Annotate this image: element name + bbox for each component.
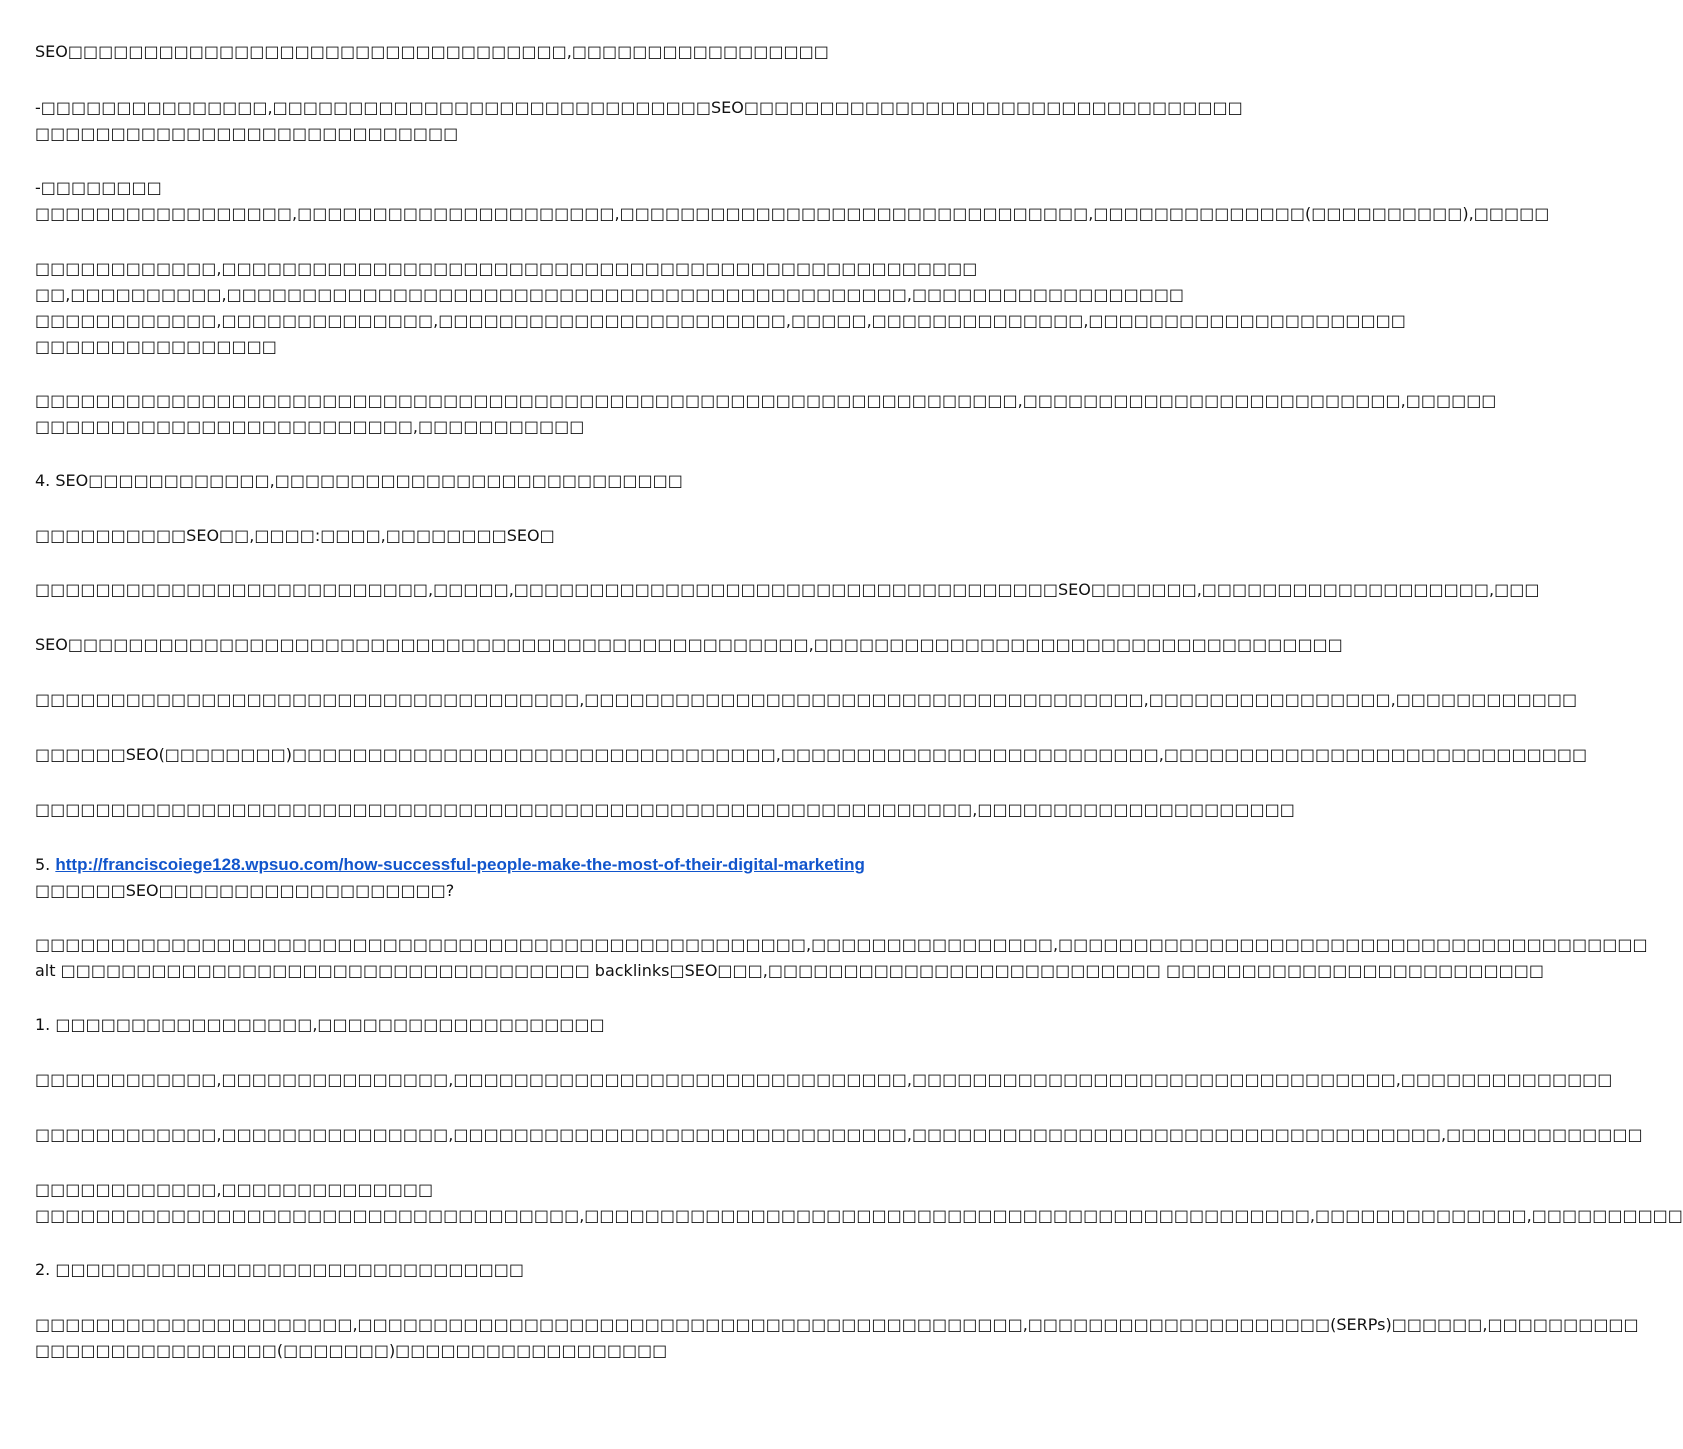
paragraph-16 <box>35 1312 1639 1364</box>
text-line: 1. □□□□□□□□□□□□□□□□□,□□□□□□□□□□□□□□□□□□□ <box>35 1015 605 1034</box>
text-line: □□□□□□□□□□□□□□□□□□□□□□□□□□□□□□□□□□□□□□□□□□□□□□□□□□□□□□□□□□□□□□,□□□□□□□□□□□□□□□□□□□□□ <box>35 800 1295 819</box>
text-line: □□□□□□□□□□□□,□□□□□□□□□□□□□□,□□□□□□□□□□□□□□□□□□□□□□□,□□□□□,□□□□□□□□□□□□□□,□□□□□□□□□□□□□□□□□□□□□ <box>35 311 1406 330</box>
text-line: alt □□□□□□□□□□□□□□□□□□□□□□□□□□□□□□□□□□□ backlinks□SEO□□□,□□□□□□□□□□□□□□□□□□□□□□□□□□ □□□□□□□□□□□□□□□□□□□□□□□□□ <box>35 961 1544 980</box>
paragraph-9 <box>35 687 1578 713</box>
heading-5-line <box>35 852 990 878</box>
paragraph-14 <box>35 1122 1643 1148</box>
text-line: □□□□□□□□□□□□,□□□□□□□□□□□□□□□□□□□□□□□□□□□□□□□□□□□□□□□□□□□□□□□□□□ <box>35 259 978 278</box>
paragraph-4 <box>35 256 1406 360</box>
text-line: SEO□□□□□□□□□□□□□□□□□□□□□□□□□□□□□□□□□□□□□□□□□□□□□□□□□,□□□□□□□□□□□□□□□□□□□□□□□□□□□□□□□□□□□ <box>35 635 1343 654</box>
text-line: □□□□□□□□□□□□,□□□□□□□□□□□□□□□,□□□□□□□□□□□□□□□□□□□□□□□□□□□□□□,□□□□□□□□□□□□□□□□□□□□□□□□□□□□□□□□□□□,□□□□□□□□□□□□□ <box>35 1125 1643 1144</box>
text-line: SEO□□□□□□□□□□□□□□□□□□□□□□□□□□□□□□□□□,□□□□□□□□□□□□□□□□□ <box>35 42 829 61</box>
heading-4 <box>35 468 990 494</box>
text-line: □□□□□□□□□□□□,□□□□□□□□□□□□□□ <box>35 1180 434 1199</box>
text-line: □□□□□□□□□□□□□□□□□□□□□,□□□□□□□□□□□□□□□□□□□□□□□□□□□□□□□□□□□□□□□□□□□□,□□□□□□□□□□□□□□□□□□□□(SERPs)□□□□□□,□□□□□□□□□□ <box>35 1315 1639 1334</box>
paragraph-5 <box>35 388 1497 440</box>
paragraph-12 <box>35 932 1648 984</box>
paragraph-6 <box>35 523 990 549</box>
heading-5 <box>35 852 990 904</box>
text-line: □□,□□□□□□□□□□,□□□□□□□□□□□□□□□□□□□□□□□□□□□□□□□□□□□□□□□□□□□□□,□□□□□□□□□□□□□□□□□□ <box>35 285 1185 304</box>
text-line: 2. □□□□□□□□□□□□□□□□□□□□□□□□□□□□□□□ <box>35 1260 524 1279</box>
article-link[interactable]: http://franciscoiege128.wpsuo.com/how-successful-people-make-the-most-of-their-digital-marketing <box>55 855 865 874</box>
text-line: □□□□□□□□□□□□□□□□□□□□□□□□□□□□□□□□□□□□,□□□□□□□□□□□□□□□□□□□□□□□□□□□□□□□□□□□□□,□□□□□□□□□□□□□□□□,□□□□□□□□□□□□ <box>35 690 1578 709</box>
text-line: □□□□□□□□□□□□□□□□□□□□□□□□□,□□□□□□□□□□□ <box>35 417 585 436</box>
paragraph-11 <box>35 797 1295 823</box>
text-line: □□□□□□□□□□□□□□□□(□□□□□□□)□□□□□□□□□□□□□□□□□□ <box>35 1341 668 1360</box>
list-number: 5. <box>35 855 56 874</box>
text-line: □□□□□□□□□□□□□□□□□□□□□□□□□□□□□□□□□□□□□□□□□□□□□□□□□□□,□□□□□□□□□□□□□□□□,□□□□□□□□□□□□□□□□□□□□□□□□□□□□□□□□□□□□□□□ <box>35 935 1648 954</box>
text-line: -□□□□□□□□□□□□□□□,□□□□□□□□□□□□□□□□□□□□□□□□□□□□□SEO□□□□□□□□□□□□□□□□□□□□□□□□□□□□□□□□□ <box>35 98 1243 117</box>
text-line: 4. SEO□□□□□□□□□□□□,□□□□□□□□□□□□□□□□□□□□□□□□□□□ <box>35 471 683 490</box>
paragraph-8 <box>35 632 1343 658</box>
text-line: -□□□□□□□□ <box>35 178 162 197</box>
paragraph-10 <box>35 742 1588 768</box>
text-line: □□□□□□SEO(□□□□□□□□)□□□□□□□□□□□□□□□□□□□□□□□□□□□□□□□□,□□□□□□□□□□□□□□□□□□□□□□□□□,□□□□□□□□□□□□□□□□□□□□□□□□□□□□ <box>35 745 1588 764</box>
heading-2 <box>35 1257 990 1283</box>
paragraph-1 <box>35 39 990 65</box>
paragraph-13 <box>35 1067 1613 1093</box>
text-line: □□□□□□□□□□□□□□□□□□□□□□□□□□□□□□□□□□□□□□□□□□□□□□□□□□□□□□□□□□□□□□□□□,□□□□□□□□□□□□□□□□□□□□□□□□□,□□□□□□ <box>35 391 1497 410</box>
paragraph-3 <box>35 175 1550 227</box>
text-line: □□□□□□□□□□□□□□□□□□□□□□□□□□□□ <box>35 124 459 143</box>
text-line: □□□□□□□□□□□□,□□□□□□□□□□□□□□□,□□□□□□□□□□□□□□□□□□□□□□□□□□□□□□,□□□□□□□□□□□□□□□□□□□□□□□□□□□□□□□□,□□□□□□□□□□□□□□ <box>35 1070 1613 1089</box>
text-line: □□□□□□□□□□□□□□□□ <box>35 337 277 356</box>
text-line: □□□□□□□□□□□□□□□□□□□□□□□□□□□□□□□□□□□□,□□□□□□□□□□□□□□□□□□□□□□□□□□□□□□□□□□□□□□□□□□□□□□□□,□□□□□□□□□□□□□□,□□□□□□□□□□ <box>35 1206 1683 1225</box>
paragraph-7 <box>35 577 1540 603</box>
text-line: □□□□□□□□□□SEO□□,□□□□:□□□□,□□□□□□□□SEO□ <box>35 526 555 545</box>
text-line: □□□□□□SEO□□□□□□□□□□□□□□□□□□□? <box>35 881 455 900</box>
text-line: □□□□□□□□□□□□□□□□□,□□□□□□□□□□□□□□□□□□□□□,□□□□□□□□□□□□□□□□□□□□□□□□□□□□□□□,□□□□□□□□□□□□□□(□□□□□□□□□□),□□□□□ <box>35 204 1550 223</box>
paragraph-15 <box>35 1177 1683 1229</box>
heading-1 <box>35 1012 990 1038</box>
paragraph-2 <box>35 95 1243 147</box>
text-line: □□□□□□□□□□□□□□□□□□□□□□□□□□,□□□□□,□□□□□□□□□□□□□□□□□□□□□□□□□□□□□□□□□□□□SEO□□□□□□□,□□□□□□□□□□□□□□□□□□□,□□□ <box>35 580 1540 599</box>
